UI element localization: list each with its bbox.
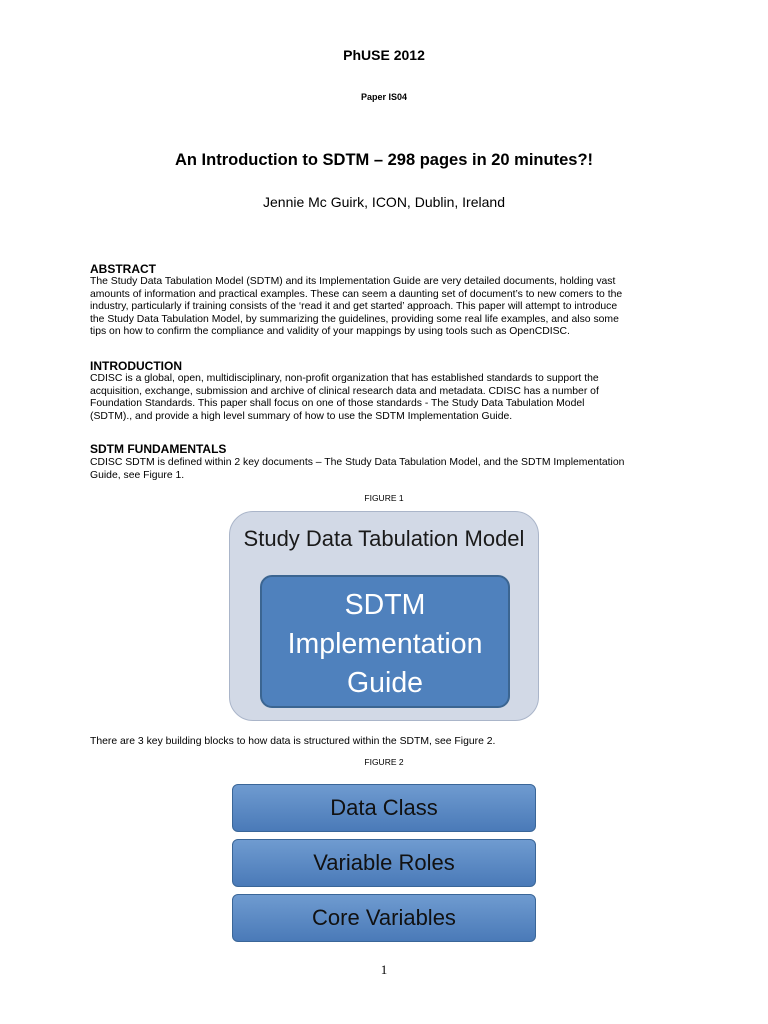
conference-name: PhUSE 2012	[343, 47, 425, 63]
fundamentals-heading: SDTM FUNDAMENTALS	[90, 442, 227, 456]
introduction-line: CDISC is a global, open, multidisciplinary, non-profit organization that has established standards to support the	[90, 373, 599, 384]
figure2-caption: FIGURE 2	[364, 757, 404, 767]
introduction-body	[90, 373, 690, 423]
fundamentals-line: CDISC SDTM is defined within 2 key documents – The Study Data Tabulation Model, and the SDTM Implementation	[90, 457, 625, 468]
figure1-inner-line: Implementation	[287, 628, 483, 660]
building-block-variable-roles: Variable Roles	[232, 839, 536, 887]
figure1-outer-label: Study Data Tabulation Model	[243, 526, 525, 551]
abstract-line: the Study Data Tabulation Model, by summarizing the guidelines, providing some real life examples, and also some	[90, 313, 619, 325]
fundamentals-body	[90, 457, 690, 482]
page-number: 1	[380, 962, 388, 977]
paper-title: An Introduction to SDTM – 298 pages in 20 minutes?!	[174, 151, 594, 169]
introduction-line: Foundation Standards. This paper shall focus on one of those standards - The Study Data Tabulation Model	[90, 398, 585, 410]
fundamentals-line: Guide, see Figure 1.	[90, 469, 185, 481]
introduction-line: acquisition, exchange, submission and archive of clinical research data and metadata. CDISC has a number of	[90, 385, 599, 397]
figure1-inner-line: Guide	[346, 667, 424, 699]
figure1-inner-label	[260, 586, 510, 703]
abstract-body	[90, 276, 690, 339]
author-line: Jennie Mc Guirk, ICON, Dublin, Ireland	[263, 194, 505, 210]
abstract-line: The Study Data Tabulation Model (SDTM) and its Implementation Guide are very detailed documents, holding vast	[90, 276, 616, 287]
abstract-line: industry, particularly if training consists of the ‘read it and get started’ approach. This paper will attempt to introduce	[90, 301, 618, 313]
abstract-line: amounts of information and practical examples. These can seem a daunting set of document’s to new comers to the	[90, 288, 623, 300]
figure1-caption: FIGURE 1	[364, 493, 404, 503]
abstract-heading: ABSTRACT	[90, 262, 156, 276]
building-block-data-class: Data Class	[232, 784, 536, 832]
introduction-heading: INTRODUCTION	[90, 359, 182, 373]
figure2-intro: There are 3 key building blocks to how data is structured within the SDTM, see Figure 2.	[90, 736, 496, 747]
introduction-line: (SDTM)., and provide a high level summary of how to use the SDTM Implementation Guide.	[90, 410, 513, 422]
figure1-inner-line: SDTM	[344, 589, 426, 621]
paper-number: Paper IS04	[360, 92, 408, 102]
abstract-line: tips on how to confirm the compliance and validity of your mappings by using tools such as OpenCDISC.	[90, 326, 570, 338]
building-block-core-variables: Core Variables	[232, 894, 536, 942]
